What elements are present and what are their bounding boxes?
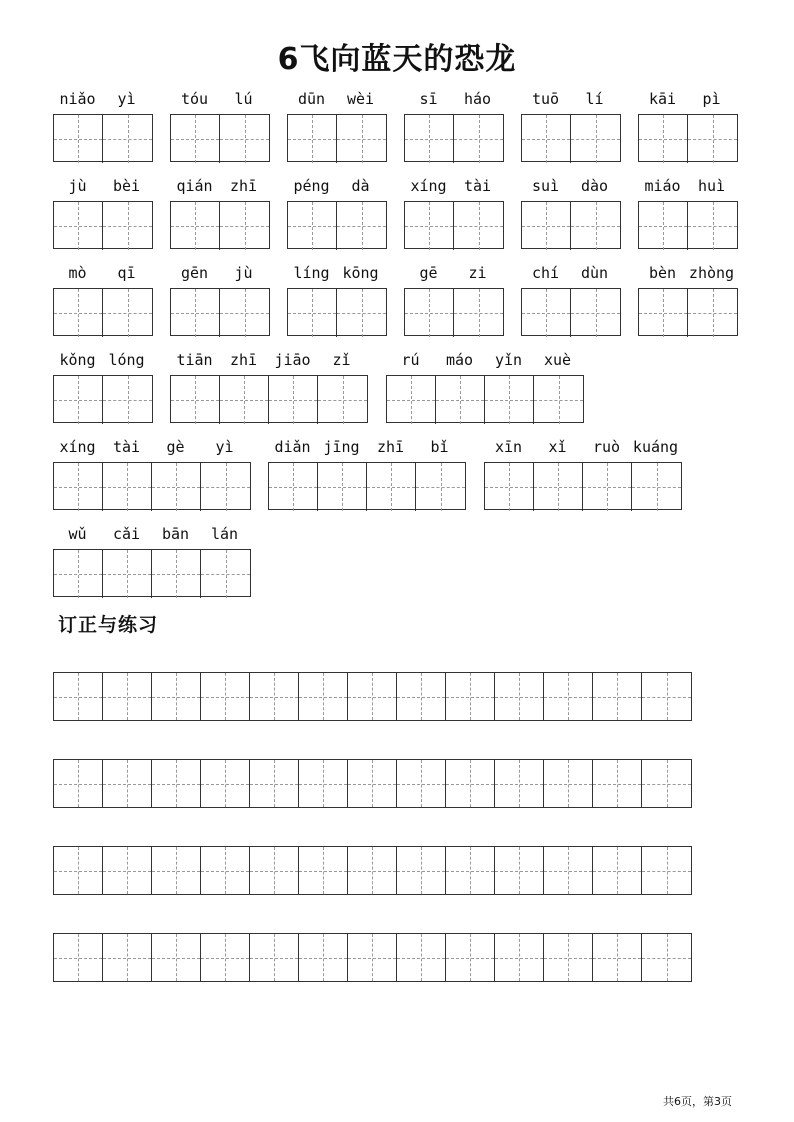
tianzige-cell[interactable] xyxy=(152,463,201,511)
practice-cell[interactable] xyxy=(299,760,348,807)
pinyin-syllable: gē xyxy=(419,264,438,282)
tianzige-cell[interactable] xyxy=(688,202,737,250)
practice-cell[interactable] xyxy=(152,847,201,894)
practice-cell[interactable] xyxy=(103,847,152,894)
pinyin-label xyxy=(404,262,502,284)
tianzige-cell[interactable] xyxy=(220,202,269,250)
pinyin-syllable: ruò xyxy=(592,438,621,456)
vocab-item xyxy=(638,88,736,164)
practice-grid-row xyxy=(53,672,692,721)
page-title: 6飞向蓝天的恐龙 xyxy=(277,42,517,77)
pinyin-syllable: lán xyxy=(210,525,239,543)
pinyin-label xyxy=(404,88,502,110)
pinyin-label xyxy=(53,88,151,110)
tianzige-box-group xyxy=(404,288,504,336)
pinyin-syllable: wèi xyxy=(346,90,375,108)
pinyin-syllable: tóu xyxy=(180,90,209,108)
pinyin-label xyxy=(638,88,736,110)
practice-cell[interactable] xyxy=(348,847,397,894)
pinyin-syllable: suì xyxy=(531,177,560,195)
practice-cell[interactable] xyxy=(495,673,544,720)
tianzige-cell[interactable] xyxy=(54,463,103,511)
pinyin-label xyxy=(170,88,268,110)
pinyin-syllable: jù xyxy=(234,264,253,282)
practice-cell[interactable] xyxy=(250,934,299,981)
tianzige-cell[interactable] xyxy=(171,115,220,163)
pinyin-syllable: lóng xyxy=(108,351,145,369)
vocab-item xyxy=(170,175,268,251)
tianzige-cell[interactable] xyxy=(405,289,454,337)
pinyin-syllable: diǎn xyxy=(274,438,311,456)
pinyin-syllable: rú xyxy=(401,351,420,369)
tianzige-cell[interactable] xyxy=(54,202,103,250)
tianzige-cell[interactable] xyxy=(103,550,152,598)
pinyin-syllable: péng xyxy=(293,177,330,195)
practice-cell[interactable] xyxy=(642,847,691,894)
tianzige-cell[interactable] xyxy=(337,289,386,337)
practice-cell[interactable] xyxy=(593,934,642,981)
practice-heading: 订正与练习 xyxy=(58,614,159,636)
pinyin-label xyxy=(53,523,249,545)
tianzige-cell[interactable] xyxy=(337,115,386,163)
vocab-item xyxy=(638,262,736,338)
tianzige-cell[interactable] xyxy=(318,376,367,424)
tianzige-cell[interactable] xyxy=(454,289,503,337)
tianzige-cell[interactable] xyxy=(367,463,416,511)
practice-cell[interactable] xyxy=(495,847,544,894)
practice-cell[interactable] xyxy=(446,847,495,894)
pinyin-syllable: máo xyxy=(445,351,474,369)
practice-cell[interactable] xyxy=(642,760,691,807)
pinyin-syllable: bān xyxy=(161,525,190,543)
tianzige-cell[interactable] xyxy=(639,115,688,163)
tianzige-cell[interactable] xyxy=(103,463,152,511)
practice-cell[interactable] xyxy=(54,847,103,894)
tianzige-box-group xyxy=(386,375,584,423)
pinyin-syllable: zhī xyxy=(229,177,258,195)
pinyin-syllable: kuáng xyxy=(632,438,679,456)
pinyin-label xyxy=(287,262,385,284)
vocab-item xyxy=(287,88,385,164)
page-footer: 共6页，第3页 xyxy=(663,1095,732,1108)
pinyin-syllable: niǎo xyxy=(59,90,96,108)
pinyin-syllable: tiān xyxy=(176,351,213,369)
practice-cell[interactable] xyxy=(593,673,642,720)
pinyin-syllable: sī xyxy=(419,90,438,108)
practice-cell[interactable] xyxy=(201,760,250,807)
vocab-item xyxy=(404,175,502,251)
practice-cell[interactable] xyxy=(54,760,103,807)
tianzige-box-group xyxy=(53,462,251,510)
practice-cell[interactable] xyxy=(54,673,103,720)
practice-cell[interactable] xyxy=(593,847,642,894)
pinyin-syllable: jù xyxy=(68,177,87,195)
pinyin-syllable: chí xyxy=(531,264,560,282)
pinyin-syllable: xuè xyxy=(543,351,572,369)
pinyin-syllable: huì xyxy=(697,177,726,195)
tianzige-box-group xyxy=(170,375,368,423)
tianzige-box-group xyxy=(53,549,251,597)
practice-cell[interactable] xyxy=(152,934,201,981)
practice-cell[interactable] xyxy=(103,673,152,720)
tianzige-box-group xyxy=(521,288,621,336)
tianzige-cell[interactable] xyxy=(534,376,583,424)
pinyin-syllable: lí xyxy=(585,90,604,108)
practice-cell[interactable] xyxy=(348,934,397,981)
practice-cell[interactable] xyxy=(250,847,299,894)
tianzige-cell[interactable] xyxy=(454,202,503,250)
tianzige-cell[interactable] xyxy=(639,202,688,250)
practice-cell[interactable] xyxy=(446,673,495,720)
practice-cell[interactable] xyxy=(446,760,495,807)
pinyin-syllable: zi xyxy=(468,264,487,282)
tianzige-cell[interactable] xyxy=(103,376,152,424)
practice-cell[interactable] xyxy=(103,934,152,981)
pinyin-syllable: zǐ xyxy=(332,351,351,369)
tianzige-cell[interactable] xyxy=(337,202,386,250)
tianzige-cell[interactable] xyxy=(269,376,318,424)
tianzige-cell[interactable] xyxy=(436,376,485,424)
vocab-item xyxy=(287,175,385,251)
tianzige-cell[interactable] xyxy=(454,115,503,163)
tianzige-cell[interactable] xyxy=(152,550,201,598)
tianzige-cell[interactable] xyxy=(54,289,103,337)
tianzige-cell[interactable] xyxy=(632,463,681,511)
practice-cell[interactable] xyxy=(54,934,103,981)
pinyin-label xyxy=(53,349,151,371)
pinyin-syllable: xīn xyxy=(494,438,523,456)
tianzige-box-group xyxy=(53,288,153,336)
tianzige-cell[interactable] xyxy=(522,115,571,163)
pinyin-label xyxy=(170,262,268,284)
practice-cell[interactable] xyxy=(348,760,397,807)
tianzige-cell[interactable] xyxy=(220,115,269,163)
practice-cell[interactable] xyxy=(397,934,446,981)
tianzige-cell[interactable] xyxy=(534,463,583,511)
vocab-item xyxy=(521,262,619,338)
vocab-item xyxy=(638,175,736,251)
pinyin-label xyxy=(638,262,736,284)
vocab-item xyxy=(404,262,502,338)
pinyin-syllable: gè xyxy=(166,438,185,456)
vocab-item xyxy=(521,175,619,251)
vocab-item xyxy=(53,349,151,425)
pinyin-syllable: tài xyxy=(463,177,492,195)
pinyin-syllable: dùn xyxy=(580,264,609,282)
tianzige-cell[interactable] xyxy=(201,550,250,598)
pinyin-label xyxy=(170,175,268,197)
tianzige-cell[interactable] xyxy=(171,202,220,250)
practice-cell[interactable] xyxy=(250,673,299,720)
pinyin-syllable: yì xyxy=(215,438,234,456)
tianzige-cell[interactable] xyxy=(485,376,534,424)
pinyin-syllable: bèi xyxy=(112,177,141,195)
pinyin-label xyxy=(53,175,151,197)
practice-cell[interactable] xyxy=(201,934,250,981)
tianzige-cell[interactable] xyxy=(405,115,454,163)
practice-cell[interactable] xyxy=(348,673,397,720)
tianzige-cell[interactable] xyxy=(522,289,571,337)
practice-cell[interactable] xyxy=(397,673,446,720)
pinyin-syllable: wǔ xyxy=(68,525,87,543)
tianzige-cell[interactable] xyxy=(103,289,152,337)
practice-cell[interactable] xyxy=(593,760,642,807)
tianzige-cell[interactable] xyxy=(688,289,737,337)
vocab-item xyxy=(53,88,151,164)
tianzige-cell[interactable] xyxy=(583,463,632,511)
pinyin-syllable: tuō xyxy=(531,90,560,108)
tianzige-cell[interactable] xyxy=(171,376,220,424)
tianzige-box-group xyxy=(170,201,270,249)
tianzige-box-group xyxy=(268,462,466,510)
pinyin-syllable: líng xyxy=(293,264,330,282)
vocab-item xyxy=(170,88,268,164)
tianzige-box-group xyxy=(287,114,387,162)
tianzige-box-group xyxy=(53,375,153,423)
practice-cell[interactable] xyxy=(299,934,348,981)
tianzige-cell[interactable] xyxy=(288,202,337,250)
tianzige-cell[interactable] xyxy=(571,289,620,337)
tianzige-cell[interactable] xyxy=(387,376,436,424)
tianzige-box-group xyxy=(170,288,270,336)
tianzige-cell[interactable] xyxy=(688,115,737,163)
tianzige-box-group xyxy=(521,201,621,249)
practice-cell[interactable] xyxy=(495,934,544,981)
tianzige-cell[interactable] xyxy=(171,289,220,337)
practice-cell[interactable] xyxy=(642,934,691,981)
vocab-item xyxy=(287,262,385,338)
tianzige-cell[interactable] xyxy=(571,115,620,163)
tianzige-box-group xyxy=(638,114,738,162)
vocab-item xyxy=(53,262,151,338)
pinyin-syllable: xǐ xyxy=(548,438,567,456)
tianzige-cell[interactable] xyxy=(220,289,269,337)
tianzige-box-group xyxy=(170,114,270,162)
pinyin-label xyxy=(386,349,582,371)
practice-cell[interactable] xyxy=(397,760,446,807)
pinyin-syllable: kōng xyxy=(342,264,379,282)
pinyin-label xyxy=(484,436,680,458)
tianzige-box-group xyxy=(287,288,387,336)
pinyin-syllable: gēn xyxy=(180,264,209,282)
pinyin-syllable: zhòng xyxy=(688,264,735,282)
practice-cell[interactable] xyxy=(544,673,593,720)
tianzige-cell[interactable] xyxy=(405,202,454,250)
pinyin-label xyxy=(53,262,151,284)
vocab-item xyxy=(268,436,464,512)
vocab-item xyxy=(53,436,249,512)
tianzige-cell[interactable] xyxy=(639,289,688,337)
pinyin-label xyxy=(521,262,619,284)
pinyin-syllable: jiāo xyxy=(274,351,311,369)
pinyin-label xyxy=(521,88,619,110)
pinyin-syllable: dà xyxy=(351,177,370,195)
pinyin-syllable: dào xyxy=(580,177,609,195)
practice-cell[interactable] xyxy=(152,673,201,720)
tianzige-cell[interactable] xyxy=(269,463,318,511)
pinyin-syllable: xíng xyxy=(410,177,447,195)
pinyin-label xyxy=(404,175,502,197)
tianzige-cell[interactable] xyxy=(54,115,103,163)
pinyin-syllable: bǐ xyxy=(430,438,449,456)
tianzige-cell[interactable] xyxy=(54,550,103,598)
practice-cell[interactable] xyxy=(152,760,201,807)
pinyin-syllable: yǐn xyxy=(494,351,523,369)
pinyin-syllable: xíng xyxy=(59,438,96,456)
tianzige-cell[interactable] xyxy=(103,202,152,250)
practice-grid-row xyxy=(53,759,692,808)
pinyin-label xyxy=(268,436,464,458)
pinyin-syllable: qī xyxy=(117,264,136,282)
pinyin-label xyxy=(638,175,736,197)
vocab-item xyxy=(404,88,502,164)
pinyin-syllable: cǎi xyxy=(112,525,141,543)
tianzige-cell[interactable] xyxy=(288,289,337,337)
tianzige-cell[interactable] xyxy=(288,115,337,163)
pinyin-label xyxy=(53,436,249,458)
pinyin-syllable: yì xyxy=(117,90,136,108)
practice-cell[interactable] xyxy=(544,934,593,981)
vocab-item xyxy=(53,175,151,251)
tianzige-cell[interactable] xyxy=(318,463,367,511)
tianzige-cell[interactable] xyxy=(220,376,269,424)
practice-cell[interactable] xyxy=(201,673,250,720)
vocab-item xyxy=(521,88,619,164)
pinyin-label xyxy=(287,175,385,197)
practice-cell[interactable] xyxy=(397,847,446,894)
pinyin-label xyxy=(170,349,366,371)
tianzige-cell[interactable] xyxy=(103,115,152,163)
practice-cell[interactable] xyxy=(299,673,348,720)
tianzige-box-group xyxy=(287,201,387,249)
pinyin-syllable: zhī xyxy=(376,438,405,456)
tianzige-box-group xyxy=(404,114,504,162)
practice-cell[interactable] xyxy=(446,934,495,981)
practice-cell[interactable] xyxy=(495,760,544,807)
tianzige-box-group xyxy=(404,201,504,249)
tianzige-cell[interactable] xyxy=(201,463,250,511)
pinyin-syllable: dūn xyxy=(297,90,326,108)
pinyin-syllable: kǒng xyxy=(59,351,96,369)
pinyin-syllable: lú xyxy=(234,90,253,108)
tianzige-cell[interactable] xyxy=(416,463,465,511)
tianzige-box-group xyxy=(638,201,738,249)
practice-cell[interactable] xyxy=(544,847,593,894)
practice-cell[interactable] xyxy=(250,760,299,807)
vocab-item xyxy=(484,436,680,512)
pinyin-syllable: tài xyxy=(112,438,141,456)
tianzige-box-group xyxy=(638,288,738,336)
pinyin-syllable: háo xyxy=(463,90,492,108)
practice-cell[interactable] xyxy=(201,847,250,894)
vocab-item xyxy=(386,349,582,425)
pinyin-label xyxy=(287,88,385,110)
tianzige-cell[interactable] xyxy=(571,202,620,250)
pinyin-syllable: mò xyxy=(68,264,87,282)
pinyin-syllable: zhī xyxy=(229,351,258,369)
practice-cell[interactable] xyxy=(544,760,593,807)
tianzige-cell[interactable] xyxy=(522,202,571,250)
pinyin-syllable: jīng xyxy=(323,438,360,456)
tianzige-box-group xyxy=(484,462,682,510)
tianzige-cell[interactable] xyxy=(54,376,103,424)
pinyin-syllable: pì xyxy=(702,90,721,108)
pinyin-syllable: kāi xyxy=(648,90,677,108)
practice-cell[interactable] xyxy=(299,847,348,894)
vocab-item xyxy=(170,262,268,338)
pinyin-syllable: miáo xyxy=(644,177,681,195)
tianzige-cell[interactable] xyxy=(485,463,534,511)
practice-cell[interactable] xyxy=(642,673,691,720)
tianzige-box-group xyxy=(53,114,153,162)
tianzige-box-group xyxy=(521,114,621,162)
practice-grid-row xyxy=(53,933,692,982)
vocab-item xyxy=(170,349,366,425)
practice-grid-row xyxy=(53,846,692,895)
pinyin-syllable: bèn xyxy=(648,264,677,282)
vocab-item xyxy=(53,523,249,599)
tianzige-box-group xyxy=(53,201,153,249)
pinyin-label xyxy=(521,175,619,197)
practice-cell[interactable] xyxy=(103,760,152,807)
pinyin-syllable: qián xyxy=(176,177,213,195)
